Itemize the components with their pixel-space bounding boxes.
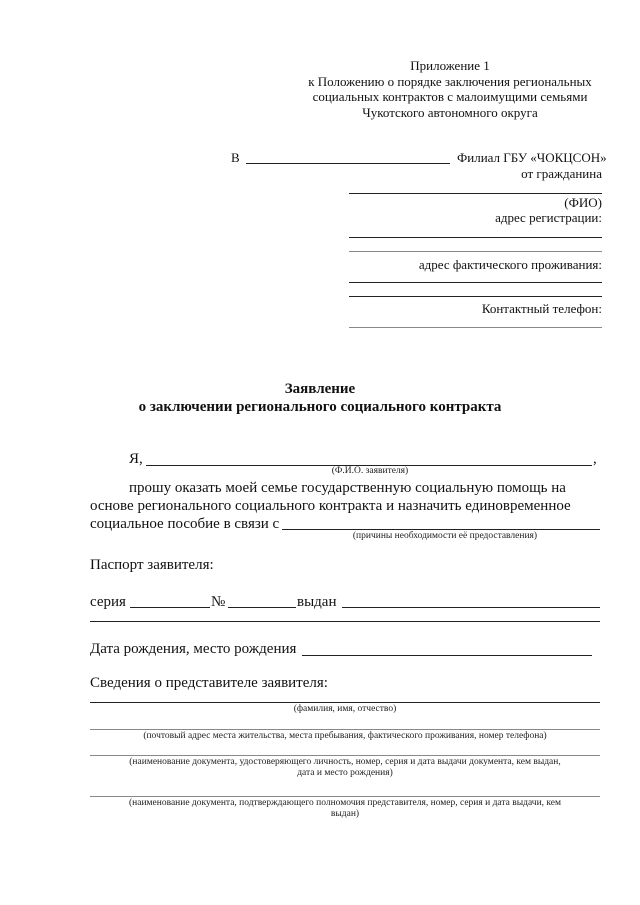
series-label: серия xyxy=(90,594,126,610)
phone-field-line[interactable] xyxy=(349,327,602,328)
fio-field-line[interactable] xyxy=(349,193,602,194)
birth-field-line[interactable] xyxy=(302,655,592,656)
i-prefix: Я, xyxy=(129,451,143,467)
rep-power-doc-hint-line-2: выдан) xyxy=(330,809,360,819)
number-label: № xyxy=(211,594,226,610)
title-line-1: Заявление xyxy=(284,381,356,397)
reason-field-line[interactable] xyxy=(282,529,600,530)
appendix-line: к Положению о порядке заключения региональных xyxy=(308,73,592,89)
reg-address-field-line-2[interactable] xyxy=(349,251,602,252)
to-org-label: Филиал ГБУ «ЧОКЦСОН» xyxy=(457,150,607,165)
reg-address-field-line[interactable] xyxy=(349,237,602,238)
rep-name-field-line[interactable] xyxy=(90,702,600,703)
issued-field-line[interactable] xyxy=(342,607,600,608)
rep-address-field-line[interactable] xyxy=(90,729,600,730)
rep-power-doc-field-line[interactable] xyxy=(90,796,600,797)
rep-id-doc-hint-line-2: дата и место рождения) xyxy=(297,768,393,778)
passport-label: Паспорт заявителя: xyxy=(90,557,214,573)
issued-field-line-2[interactable] xyxy=(90,621,600,622)
rep-address-hint: (почтовый адрес места жительства, места пребывания, фактического проживания, номер телефона) xyxy=(143,731,547,741)
rep-name-hint: (фамилия, имя, отчество) xyxy=(293,704,397,714)
comma: , xyxy=(593,451,597,467)
reg-address-label: адрес регистрации: xyxy=(495,210,602,225)
number-field-line[interactable] xyxy=(228,607,296,608)
appendix-title: Приложение 1 xyxy=(410,58,490,73)
applicant-fio-hint: (Ф.И.О. заявителя) xyxy=(331,466,409,476)
request-line-1: прошу оказать моей семье государственную социальную помощь на xyxy=(129,480,566,496)
birth-label: Дата рождения, место рождения xyxy=(90,641,297,657)
rep-power-doc-hint-line-1: (наименование документа, подтверждающего полномочия представителя, номер, серия и дата выдачи, кем xyxy=(128,798,562,808)
rep-id-doc-hint xyxy=(90,757,600,779)
rep-id-doc-field-line[interactable] xyxy=(90,755,600,756)
representative-label: Сведения о представителе заявителя: xyxy=(90,675,328,691)
actual-address-label: адрес фактического проживания: xyxy=(418,257,602,272)
rep-id-doc-hint-line-1: (наименование документа, удостоверяющего личность, номер, серия и дата выдачи документа, кем выдан, xyxy=(129,757,561,767)
fio-label: (ФИО) xyxy=(564,195,602,210)
rep-power-doc-hint xyxy=(90,798,600,820)
to-prefix: В xyxy=(231,150,240,165)
request-line-2: основе регионального социального контракта и назначить единовременное xyxy=(90,498,571,514)
series-field-line[interactable] xyxy=(130,607,210,608)
appendix-header xyxy=(300,58,600,120)
actual-address-field-line-2[interactable] xyxy=(349,296,602,297)
appendix-line: социальных контрактов с малоимущими семьями xyxy=(312,89,588,104)
document-title xyxy=(60,380,580,416)
actual-address-field-line[interactable] xyxy=(349,282,602,283)
issued-label: выдан xyxy=(297,594,337,610)
to-org-field-line[interactable] xyxy=(246,163,450,164)
phone-label: Контактный телефон: xyxy=(481,301,602,316)
appendix-line: Чукотского автономного округа xyxy=(362,104,538,120)
reason-hint: (причины необходимости её предоставления) xyxy=(352,531,538,541)
from-citizen-label: от гражданина xyxy=(521,166,602,181)
request-line-3: социальное пособие в связи с xyxy=(90,516,280,532)
title-line-2: о заключении регионального социального контракта xyxy=(138,399,502,415)
